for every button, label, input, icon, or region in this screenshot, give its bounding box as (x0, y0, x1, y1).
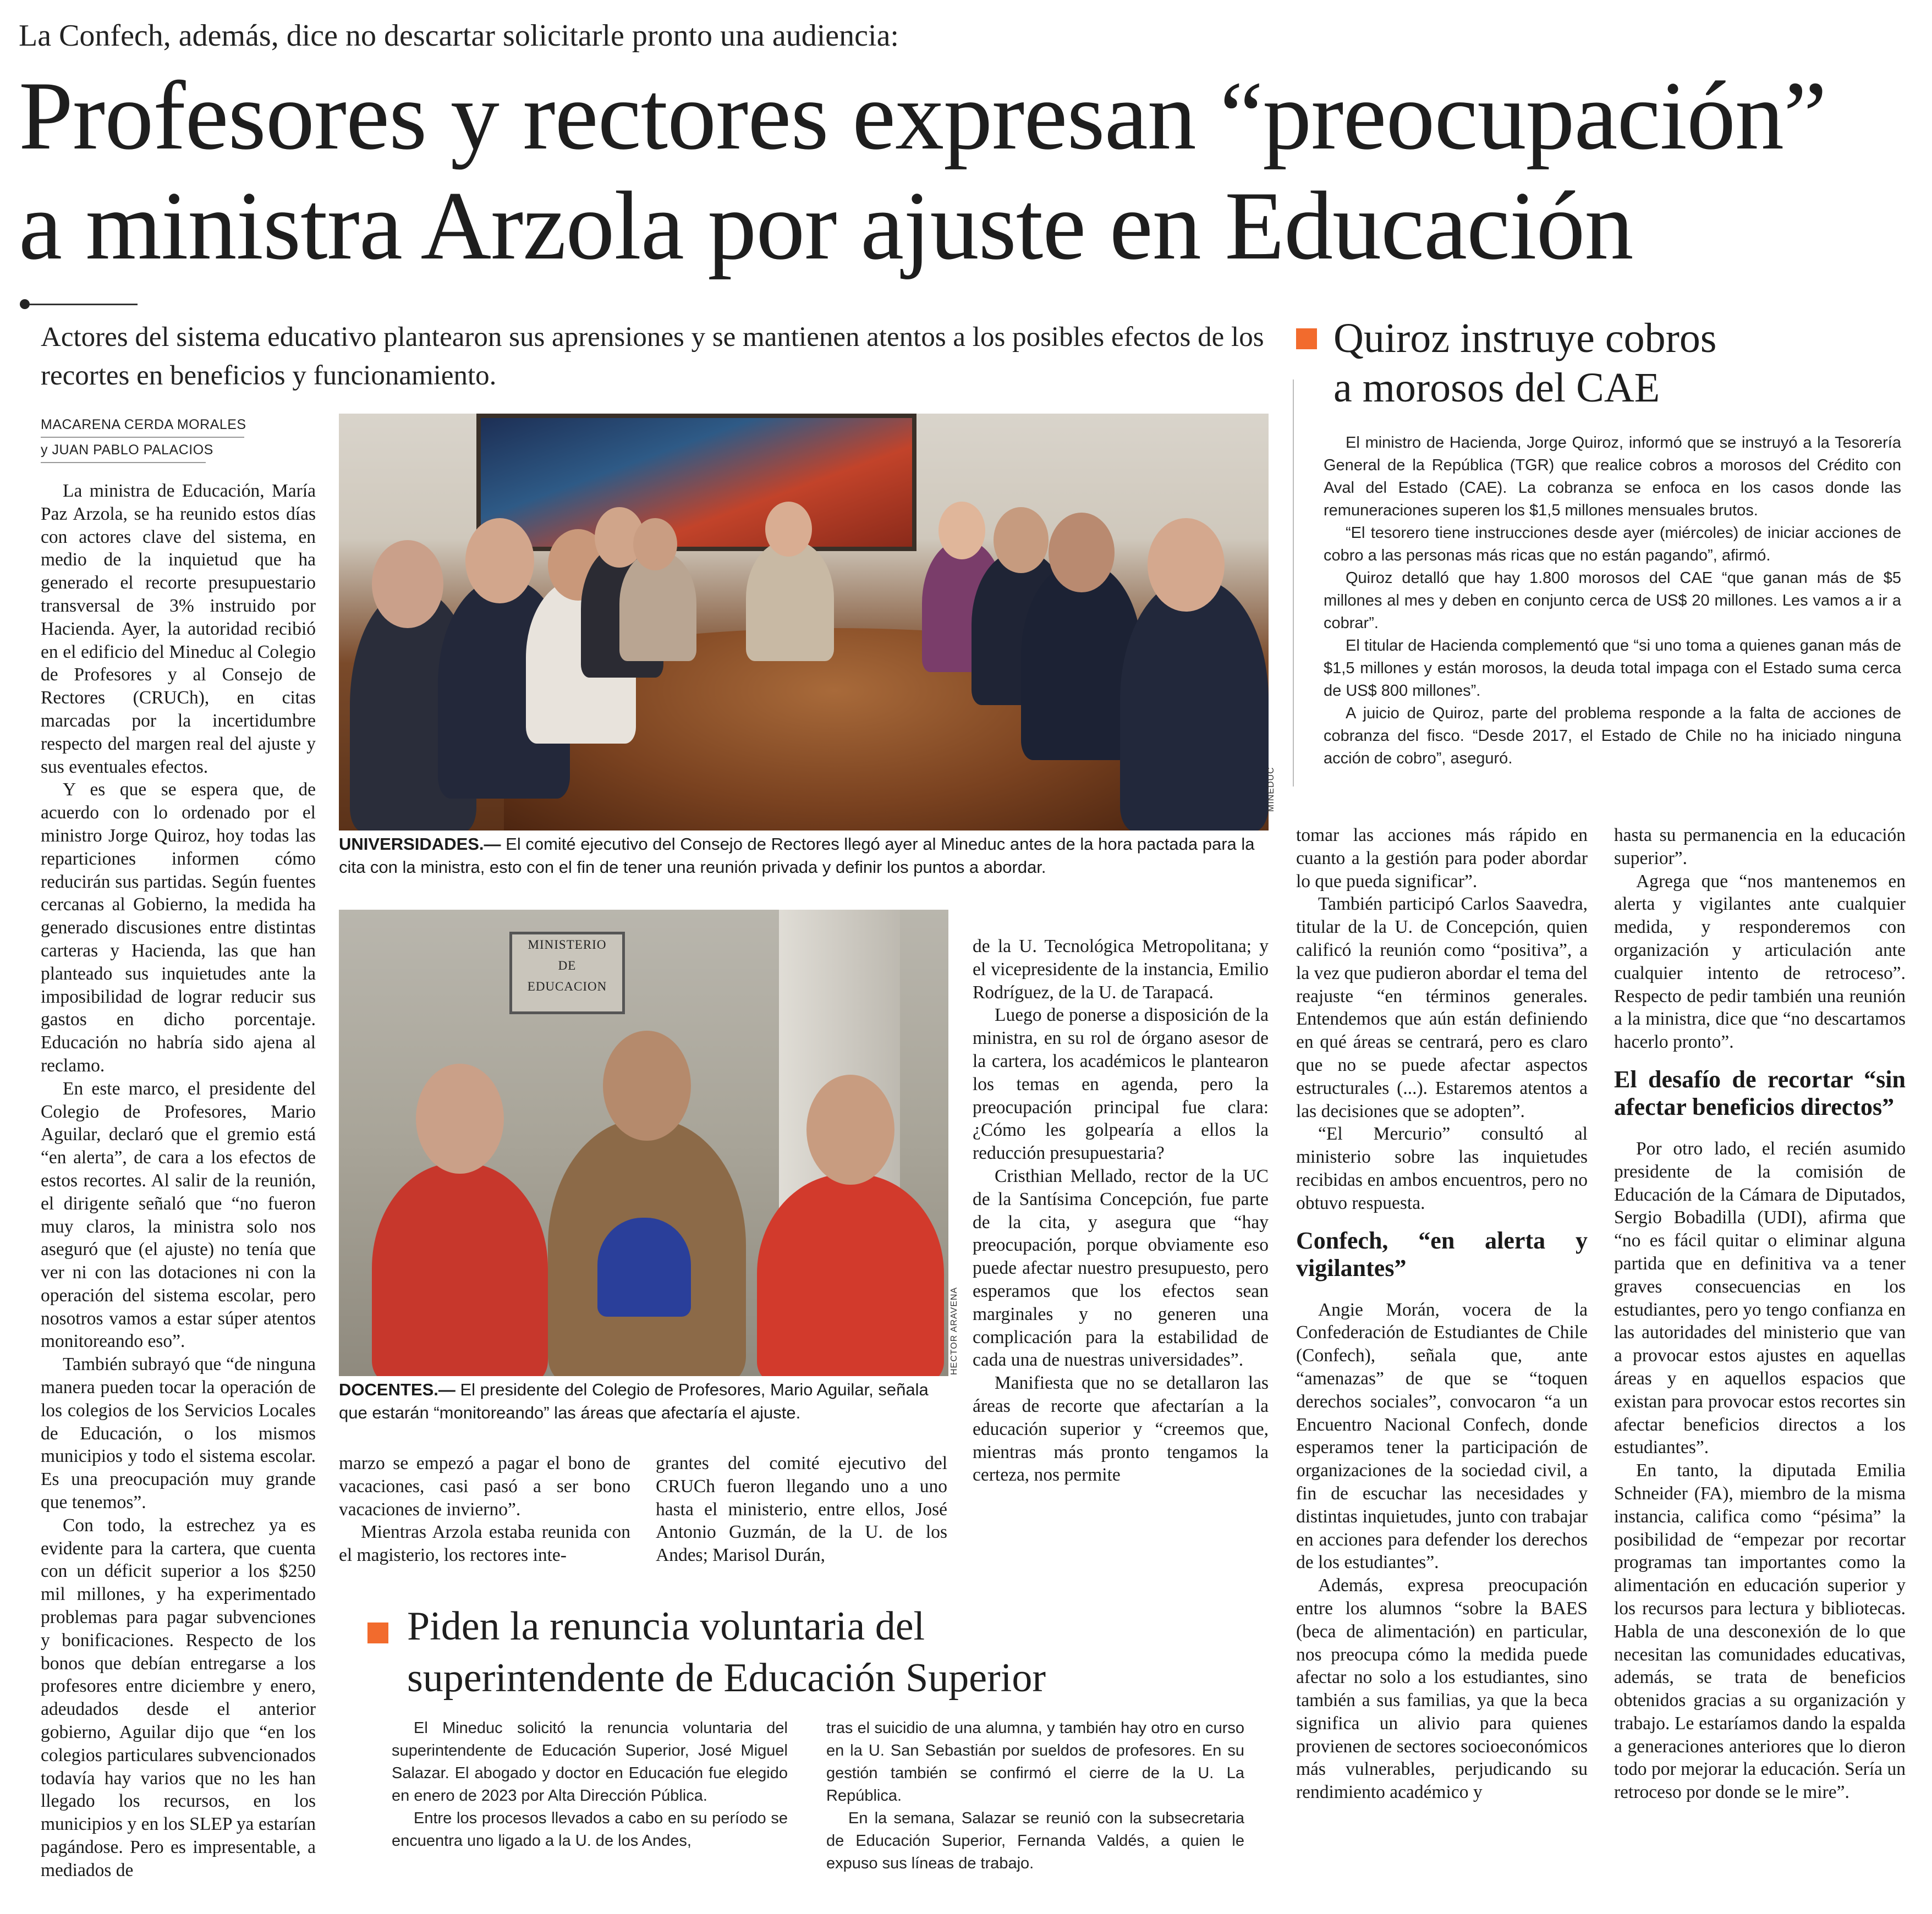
paragraph: Entre los procesos llevados a cabo en su período se encuentra uno ligado a la U. de los Andes, (392, 1810, 788, 1850)
paragraph: Además, expresa preocupación entre los alumnos “sobre la BAES (beca de alimentación) en particular, nos preocupa cómo la medida puede afectar no solo a los estudiantes, sino también a sus familias, ya que la beca significa un alivio para quienes provienen de sectores socioeconómicos más vulnerables, perjudicando su rendimiento académico y (1296, 1575, 1588, 1803)
bajada: Actores del sistema educativo plantearon sus aprensiones y se mantienen atentos a los posibles efectos de los recortes en beneficios y funcionamiento. (41, 322, 1264, 391)
body-column-3 (973, 935, 1269, 1639)
paragraph: grantes del comité ejecutivo del CRUCh fueron llegando uno a uno hasta el ministerio, entre ellos, José Antonio Guzmán, de la U. de los Andes; Marisol Durán, (656, 1453, 947, 1566)
person-head (633, 518, 677, 570)
paragraph: Angie Morán, vocera de la Confederación de Estudiantes de Chile (Confech), señala que, ante “amenazas” de que se “toquen derechos sociales”, convocaron “a un Encuentro Nacional Confech, donde esperamos tener la participación de organizaciones de la sociedad civil, a fin de escuchar las necesidades y distintas inquietudes, junto con trabajar en acciones para defender los derechos de los estudiantes”. (1296, 1299, 1588, 1573)
person-head (603, 1031, 691, 1141)
body-column-1 (41, 480, 316, 1888)
person-head (994, 507, 1049, 573)
sidebar-body (1324, 432, 1901, 784)
person-head (806, 1075, 894, 1185)
rule-line (30, 304, 138, 305)
person-head (372, 540, 443, 628)
box-column-2 (826, 1717, 1244, 1914)
byline-author-1: MACARENA CERDA MORALES (41, 417, 246, 432)
subheading: El desafío de recortar “sin afectar beneficios directos” (1614, 1065, 1906, 1120)
rule-dot (20, 299, 30, 309)
paragraph: Agrega que “nos mantenemos en alerta y vigilantes ante cualquier medida, y responderemos con organización y articulación ante cualquier intento de retroceso”. Respecto de pedir también una reunión a la ministra, dice que “no descartamos hacerlo pronto”. (1614, 871, 1906, 1053)
person-head (765, 502, 812, 557)
photo-caption (339, 1378, 948, 1425)
paragraph: Luego de ponerse a disposición de la ministra, en su rol de órgano asesor de la cartera, los académicos le plantearon los temas en agenda, pero la preocupación principal fue clara: ¿Cómo les golpearía a ellos la reducción presupuestaria? (973, 1005, 1269, 1164)
section-marker-square (1296, 328, 1317, 349)
photo-teachers (339, 910, 948, 1376)
body-column-4 (1296, 824, 1588, 1913)
section-marker-square (367, 1623, 388, 1643)
blue-book (597, 1218, 691, 1317)
caption-lead: UNIVERSIDADES.— (339, 834, 501, 854)
sign-text: DE (558, 959, 577, 972)
paragraph: Mientras Arzola estaba reunida con el magisterio, los rectores inte- (339, 1522, 630, 1566)
paragraph: Manifiesta que no se detallaron las áreas de recorte que afectarían a la educación superior y “creemos que, mientras más pronto tengamos la certeza, nos permite (973, 1373, 1269, 1486)
sidebar-title-line: a morosos del CAE (1333, 365, 1660, 411)
photo-rectors-meeting (339, 414, 1269, 831)
person (1120, 579, 1269, 831)
person-head (465, 518, 534, 603)
photo-credit: HECTOR ARAVENA (949, 1286, 959, 1375)
paragraph: También participó Carlos Saavedra, titular de la U. de Concepción, quien calificó la reunión como “positiva”, a la vez que pudieron abordar el tema del reajuste “en términos generales. Entendemos que aún están definiendo en qué áreas se centrará, pero es claro que no se puede afectar aspectos estructurales (...). Estaremos atentos a las decisiones que se adopten”. (1296, 894, 1588, 1121)
person (757, 1174, 944, 1376)
paragraph: En este marco, el presidente del Colegio de Profesores, Mario Aguilar, declaró que el gremio está “en alerta”, de cara a los efectos de estos recortes. Al salir de la reunión, el dirigente señaló que “no fueron muy claros, la ministra solo nos aseguró que (el ajuste) no tenía que ver ni con las dotaciones ni con la operación del sistema escolar, pero nosotros vamos a estar súper atentos monitoreando eso”. (41, 1078, 316, 1352)
paragraph: El Mineduc solicitó la renuncia voluntaria del superintendente de Educación Superior, José Miguel Salazar. El abogado y doctor en Educación fue elegido en enero de 2023 por Alta Dirección Pública. (392, 1719, 788, 1805)
vertical-divider (1293, 380, 1294, 787)
person-head (1148, 518, 1225, 612)
paragraph: También subrayó que “de ninguna manera pueden tocar la operación de los colegios de los Servicios Locales de Educación, o los mismos municipios y todo el sistema escolar. Es una preocupación muy grande que tenemos”. (41, 1354, 316, 1513)
person-head (1049, 513, 1115, 592)
sign-text: EDUCACION (527, 980, 607, 993)
paragraph: tomar las acciones más rápido en cuanto a la gestión para poder abordar lo que pueda significar”. (1296, 825, 1588, 892)
body-column-5 (1614, 824, 1906, 1913)
byline-rule (41, 462, 206, 463)
box-title-line: Piden la renuncia voluntaria del (407, 1604, 925, 1649)
subheading: Confech, “en alerta y vigilantes” (1296, 1226, 1588, 1282)
paragraph: hasta su permanencia en la educación superior”. (1614, 825, 1906, 868)
byline-rule (41, 437, 244, 438)
caption-text: El comité ejecutivo del Consejo de Rectores llegó ayer al Mineduc antes de la hora pactada para la cita con la ministra, esto con el fin de tener una reunión privada y definir los puntos a abordar. (339, 834, 1255, 877)
paragraph: Y es que se espera que, de acuerdo con lo ordenado por el ministro Jorge Quiroz, hoy todas las reparticiones informen cómo reducirán sus partidas. Según fuentes cercanas al Gobierno, la medida ha generado discusiones entre distintas carteras y Hacienda, las que han planteado sus inquietudes ante la imposibilidad de lograr reducir sus gastos en dicho porcentaje. Educación no habría sido ajena al reclamo. (41, 779, 316, 1076)
photo-caption (339, 833, 1269, 879)
paragraph: tras el suicidio de una alumna, y también hay otro en curso en la U. San Sebastián por sueldos de profesores. En su gestión también se confirmó el cierre de la U. La República. (826, 1719, 1244, 1805)
paragraph: Quiroz detalló que hay 1.800 morosos del CAE “que ganan más de $5 millones al mes y deben en conjunto cerca de US$ 20 millones. Les vamos a ir a cobrar”. (1324, 569, 1901, 632)
caption-lead: DOCENTES.— (339, 1380, 455, 1399)
headline-line-1: Profesores y rectores expresan “preocupación” (19, 61, 1826, 170)
paragraph: En la semana, Salazar se reunió con la subsecretaria de Educación Superior, Fernanda Valdés, a quien le expuso sus líneas de trabajo. (826, 1810, 1244, 1872)
paragraph: La ministra de Educación, María Paz Arzola, se ha reunido estos días con actores clave del sistema, en medio de la inquietud que ha generado el recorte presupuestario transversal de 3% instruido por Hacienda. Ayer, la autoridad recibió en el edificio del Mineduc al Colegio de Profesores y al Consejo de Rectores (CRUCh), en citas marcadas por la incertidumbre respecto del margen real del ajuste y sus eventuales efectos. (41, 481, 316, 777)
paragraph: Por otro lado, el recién asumido presidente de la comisión de Educación de la Cámara de Diputados, Sergio Bobadilla (UDI), afirma que “no es fácil quitar o eliminar alguna partida que en definitiva va a tener graves consecuencias en los estudiantes, pero yo tengo confianza en las autoridades del ministerio que van a provocar estos ajustes en aquellas áreas y en aquellos espacios que existan para provocar estos recortes sin afectar beneficios directos a los estudiantes”. (1614, 1138, 1906, 1458)
ministry-sign (509, 932, 625, 1014)
headline (19, 61, 1911, 280)
sidebar-title-line: Quiroz instruye cobros (1333, 315, 1717, 361)
paragraph: de la U. Tecnológica Metropolitana; y el vicepresidente de la instancia, Emilio Rodríguez, de la U. de Tarapacá. (973, 936, 1269, 1003)
paragraph: marzo se empezó a pagar el bono de vacaciones, casi pasó a ser bono vacaciones de invierno”. (339, 1453, 630, 1520)
caption-text: El presidente del Colegio de Profesores, Mario Aguilar, señala que estarán “monitoreando” las áreas que afectaría el ajuste. (339, 1380, 929, 1422)
sign-text: MINISTERIO (528, 938, 607, 952)
paragraph: Cristhian Mellado, rector de la UC de la Santísima Concepción, fue parte de la cita, y asegura que “hay preocupación, porque obviamente eso puede afectar nuestro presupuesto, pero esperamos que los efectos sean marginales y no generen una complicación para la estabilidad de cada una de nuestras universidades”. (973, 1165, 1269, 1371)
photo-credit: MINEDUC (1266, 767, 1276, 812)
kicker: La Confech, además, dice no descartar solicitarle pronto una audiencia: (19, 19, 899, 53)
headline-line-2: a ministra Arzola por ajuste en Educación (19, 171, 1633, 280)
paragraph: En tanto, la diputada Emilia Schneider (FA), miembro de la misma instancia, califica como “pésima” la posibilidad de “empezar por recortar programas tan importantes como la alimentación en educación superior y los recursos para lectura y bibliotecas. Habla de una desconexión de lo que necesitan las comunidades educativas, además, se trata de beneficios obtenidos gracias a su organización y trabajo. Le estaríamos dando la espalda a generaciones anteriores que lo dieron todo por mejorar la educación. Sería un retroceso por donde se le mire”. (1614, 1460, 1906, 1803)
paragraph: A juicio de Quiroz, parte del problema responde a la falta de acciones de cobranza del fisco. “Desde 2017, el Estado de Chile no ha iniciado ninguna acción de cobro”, aseguró. (1324, 705, 1901, 767)
person (746, 540, 834, 661)
person (372, 1163, 548, 1376)
wall-painting (476, 414, 916, 551)
paragraph: Con todo, la estrechez ya es evidente para la cartera, que cuenta con un déficit superior a los $250 mil millones, y ha experimentado problemas para pagar subvenciones y bonificaciones. Respecto de los bonos que debían entregarse a los profesores entre diciembre y enero, adeudados desde el anterior gobierno, Aguilar dijo que “en los colegios particulares subvencionados todavía hay varios que no les han llegado los recursos, en los municipios y en los SLEP ya estarían pagándose. Pero es impresentable, a mediados de (41, 1515, 316, 1880)
paragraph: El ministro de Hacienda, Jorge Quiroz, informó que se instruyó a la Tesorería General de la República (TGR) que realice cobros a morosos del Crédito con Aval del Estado (CAE). La cobranza se enfoca en los casos donde las remuneraciones superen los $1,5 millones mensuales brutos. (1324, 434, 1901, 519)
sidebar-title (1333, 314, 1917, 413)
box-column-1 (392, 1717, 788, 1914)
byline-author-2: y JUAN PABLO PALACIOS (41, 442, 213, 458)
paragraph: El titular de Hacienda complementó que “si uno toma a quienes ganan más de $1,5 millones y están morosos, la deuda total impaga con el Estado suma cerca de US$ 800 millones”. (1324, 637, 1901, 700)
paragraph: “El Mercurio” consultó al ministerio sobre las inquietudes recibidas en ambos encuentros, pero no obtuvo respuesta. (1296, 1124, 1588, 1213)
person-head (416, 1064, 504, 1174)
person-head (938, 502, 985, 559)
box-title (407, 1601, 1276, 1704)
paragraph: “El tesorero tiene instrucciones desde ayer (miércoles) de iniciar acciones de cobro a las personas más ricas que no están pagando”, afirmó. (1324, 524, 1901, 564)
box-title-line: superintendente de Educación Superior (407, 1656, 1046, 1701)
